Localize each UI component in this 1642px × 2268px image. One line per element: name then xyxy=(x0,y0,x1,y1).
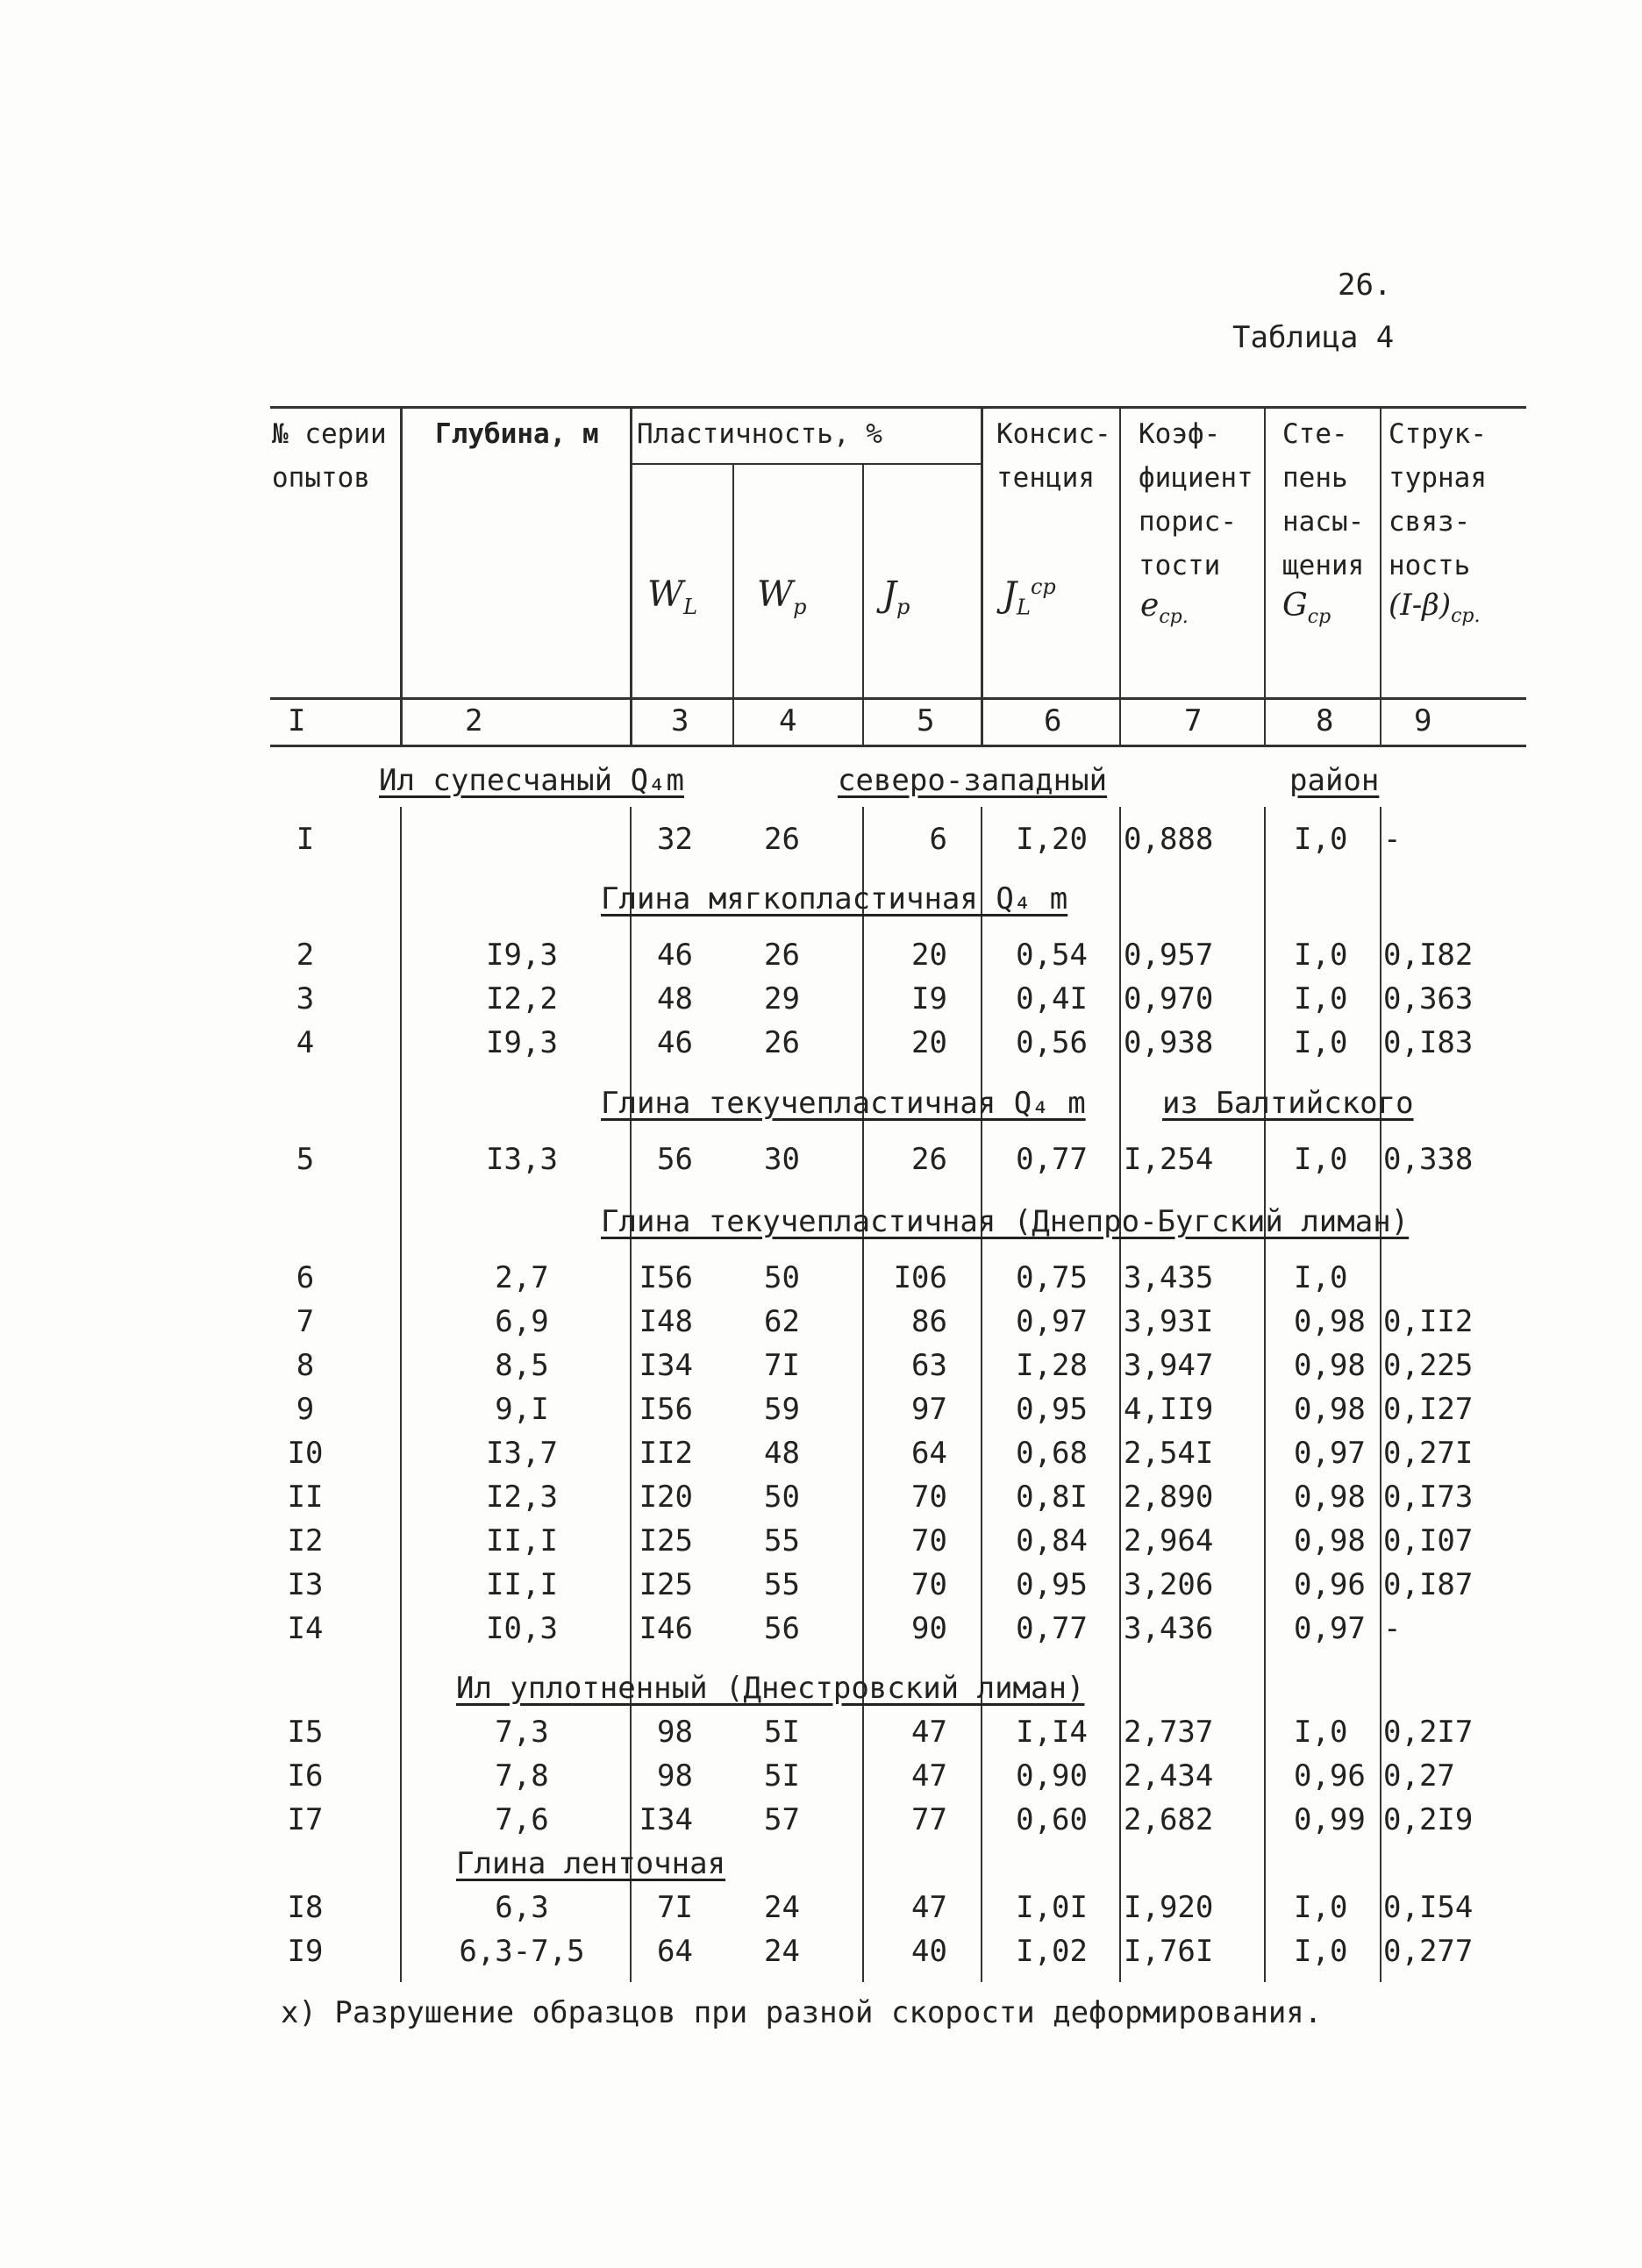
table-cell: 62 xyxy=(764,1304,800,1339)
header-porosity: Коэф- фициент порис- тости xyxy=(1139,418,1253,581)
table-cell: I20 xyxy=(639,1480,693,1515)
col-number: 6 xyxy=(1044,703,1062,738)
table-cell: I,0I xyxy=(1016,1890,1088,1925)
table-cell: 55 xyxy=(764,1523,800,1558)
plasticity-subheader-rule xyxy=(630,463,981,465)
table-cell: I0,3 xyxy=(486,1611,558,1646)
table-cell: 98 xyxy=(657,1758,693,1794)
header-bottom-rule xyxy=(270,697,1526,700)
header-divider xyxy=(1119,406,1121,745)
table-cell: I9 xyxy=(287,1934,324,1969)
table-cell: 8,5 xyxy=(495,1348,549,1383)
table-cell: 97 xyxy=(911,1392,947,1427)
table-cell: 0,4I xyxy=(1016,981,1088,1016)
table-cell: 26 xyxy=(764,1025,800,1060)
table-cell: 3,435 xyxy=(1124,1260,1214,1295)
table-cell: 29 xyxy=(764,981,800,1016)
table-cell: 0,98 xyxy=(1294,1348,1366,1383)
header-structural-symbol: $(I-\beta)_{ср.}$ xyxy=(1389,588,1481,627)
table-cell: I34 xyxy=(639,1348,693,1383)
table-cell: 7,8 xyxy=(495,1758,549,1794)
table-cell: 3,206 xyxy=(1124,1567,1214,1602)
table-cell: I9,3 xyxy=(486,1025,558,1060)
table-cell: 0,84 xyxy=(1016,1523,1088,1558)
header-divider xyxy=(862,463,864,745)
table-cell: II,I xyxy=(486,1523,558,1558)
table-cell: 70 xyxy=(911,1480,947,1515)
table-cell: 0,2I9 xyxy=(1383,1802,1474,1837)
table-cell: 4,II9 xyxy=(1124,1392,1214,1427)
section-heading: Ил уплотненный (Днестровский лиман) xyxy=(456,1671,1085,1706)
table-cell: I06 xyxy=(893,1260,947,1295)
table-cell: 3,436 xyxy=(1124,1611,1214,1646)
table-cell: 2,890 xyxy=(1124,1480,1214,1515)
table-cell: 0,97 xyxy=(1016,1304,1088,1339)
col-number: 8 xyxy=(1316,703,1334,738)
section-heading-extra: из Балтийского xyxy=(1162,1086,1414,1121)
table-cell: 20 xyxy=(911,938,947,973)
table-cell: 0,888 xyxy=(1124,822,1214,857)
col-number: I xyxy=(288,703,306,738)
table-cell: I,76I xyxy=(1124,1934,1214,1969)
table-cell: 0,98 xyxy=(1294,1304,1366,1339)
table-cell: 63 xyxy=(911,1348,947,1383)
table-cell: I xyxy=(296,822,315,857)
table-cell: I,0 xyxy=(1294,1934,1348,1969)
table-cell: 7,6 xyxy=(495,1802,549,1837)
table-cell: I7 xyxy=(287,1802,324,1837)
table-cell: 6 xyxy=(296,1260,315,1295)
table-cell: 86 xyxy=(911,1304,947,1339)
table-cell: 2,682 xyxy=(1124,1802,1214,1837)
footnote: х) Разрушение образцов при разной скорости деформирования. xyxy=(281,1995,1323,2030)
table-cell: 46 xyxy=(657,938,693,973)
table-cell: 0,77 xyxy=(1016,1142,1088,1177)
table-cell: I46 xyxy=(639,1611,693,1646)
col-number-rule xyxy=(270,745,1526,747)
header-structural: Струк- турная связ- ность xyxy=(1389,418,1487,581)
table-cell: 0,I73 xyxy=(1383,1480,1474,1515)
table-cell: 5 xyxy=(296,1142,315,1177)
section-heading-extra: район xyxy=(1289,763,1380,798)
table-cell: 0,98 xyxy=(1294,1392,1366,1427)
header-ip: $J_p$ xyxy=(882,574,910,619)
header-divider xyxy=(630,406,632,745)
table-cell: 3,93I xyxy=(1124,1304,1214,1339)
table-cell: 0,I07 xyxy=(1383,1523,1474,1558)
table-cell: 24 xyxy=(764,1890,800,1925)
table-cell: I,254 xyxy=(1124,1142,1214,1177)
table-title: Таблица 4 xyxy=(1232,320,1395,355)
table-cell: 0,27 xyxy=(1383,1758,1455,1794)
header-series: № серии опытов xyxy=(272,418,387,494)
section-heading: Глина мягкопластичная Q₄ m xyxy=(601,881,1068,916)
header-saturation: Сте- пень насы- щения xyxy=(1282,418,1365,581)
table-cell: I9 xyxy=(911,981,947,1016)
header-divider xyxy=(400,406,403,745)
table-cell: 2,434 xyxy=(1124,1758,1214,1794)
table-cell: 9,I xyxy=(495,1392,549,1427)
col-number: 4 xyxy=(779,703,797,738)
table-cell: 56 xyxy=(657,1142,693,1177)
table-cell: 0,98 xyxy=(1294,1480,1366,1515)
header-depth: Глубина, м xyxy=(435,418,599,450)
table-cell: 0,II2 xyxy=(1383,1304,1474,1339)
table-cell: I2,3 xyxy=(486,1480,558,1515)
table-cell: 77 xyxy=(911,1802,947,1837)
table-cell: 47 xyxy=(911,1890,947,1925)
table-cell: 9 xyxy=(296,1392,315,1427)
table-cell: I2 xyxy=(287,1523,324,1558)
table-cell: 32 xyxy=(657,822,693,857)
body-divider xyxy=(1264,807,1266,1982)
header-consistency: Консис- тенция xyxy=(996,418,1111,494)
body-divider xyxy=(1380,807,1381,1982)
table-cell: I56 xyxy=(639,1392,693,1427)
table-cell: 40 xyxy=(911,1934,947,1969)
table-cell: 0,95 xyxy=(1016,1567,1088,1602)
table-cell: - xyxy=(1383,822,1402,857)
body-divider xyxy=(1119,807,1121,1982)
table-cell: I,0 xyxy=(1294,938,1348,973)
header-wp: $W_p$ xyxy=(757,574,807,619)
header-divider xyxy=(732,463,734,745)
table-cell: 90 xyxy=(911,1611,947,1646)
table-cell: 5I xyxy=(764,1715,800,1750)
table-cell: II,I xyxy=(486,1567,558,1602)
table-cell: I,0 xyxy=(1294,1142,1348,1177)
table-cell: 98 xyxy=(657,1715,693,1750)
table-cell: 0,338 xyxy=(1383,1142,1474,1177)
table-cell: I,0 xyxy=(1294,981,1348,1016)
table-cell: I3 xyxy=(287,1567,324,1602)
table-cell: 0,99 xyxy=(1294,1802,1366,1837)
table-cell: I56 xyxy=(639,1260,693,1295)
table-cell: 47 xyxy=(911,1758,947,1794)
table-cell: I,02 xyxy=(1016,1934,1088,1969)
table-cell: 0,277 xyxy=(1383,1934,1474,1969)
table-cell: 0,97 xyxy=(1294,1611,1366,1646)
table-cell: I3,7 xyxy=(486,1436,558,1471)
table-cell: 48 xyxy=(764,1436,800,1471)
table-cell: 0,I54 xyxy=(1383,1890,1474,1925)
header-divider xyxy=(1380,406,1381,745)
col-number: 5 xyxy=(917,703,935,738)
table-cell: 7 xyxy=(296,1304,315,1339)
table-cell: 0,938 xyxy=(1124,1025,1214,1060)
table-cell: I25 xyxy=(639,1523,693,1558)
table-cell: 6,9 xyxy=(495,1304,549,1339)
section-heading: Глина текучепластичная Q₄ m xyxy=(601,1086,1086,1121)
table-cell: 2,54I xyxy=(1124,1436,1214,1471)
table-cell: I,20 xyxy=(1016,822,1088,857)
table-cell: I3,3 xyxy=(486,1142,558,1177)
table-cell: 0,970 xyxy=(1124,981,1214,1016)
table-cell: 70 xyxy=(911,1523,947,1558)
table-cell: I48 xyxy=(639,1304,693,1339)
section-heading: Глина текучепластичная (Днепро-Бугский лиман) xyxy=(601,1204,1410,1239)
table-cell: I9,3 xyxy=(486,938,558,973)
table-cell: 24 xyxy=(764,1934,800,1969)
table-cell: 26 xyxy=(764,938,800,973)
table-cell: 8 xyxy=(296,1348,315,1383)
table-cell: 0,96 xyxy=(1294,1567,1366,1602)
table-cell: 6 xyxy=(929,822,947,857)
table-cell: 0,68 xyxy=(1016,1436,1088,1471)
table-cell: I2,2 xyxy=(486,981,558,1016)
table-cell: 0,27I xyxy=(1383,1436,1474,1471)
table-cell: I,0 xyxy=(1294,1715,1348,1750)
table-cell: 0,56 xyxy=(1016,1025,1088,1060)
table-cell: I,0 xyxy=(1294,1260,1348,1295)
table-cell: 55 xyxy=(764,1567,800,1602)
table-cell: I0 xyxy=(287,1436,324,1471)
table-cell: 6,3 xyxy=(495,1890,549,1925)
header-porosity-symbol: $е_{ср.}$ xyxy=(1140,588,1189,629)
table-cell: 0,957 xyxy=(1124,938,1214,973)
table-cell: 26 xyxy=(911,1142,947,1177)
table-cell: 6,3-7,5 xyxy=(459,1934,585,1969)
table-cell: 20 xyxy=(911,1025,947,1060)
table-cell: I,I4 xyxy=(1016,1715,1088,1750)
table-cell: 0,98 xyxy=(1294,1523,1366,1558)
table-cell: 64 xyxy=(911,1436,947,1471)
table-cell: 0,95 xyxy=(1016,1392,1088,1427)
table-cell: 3 xyxy=(296,981,315,1016)
table-cell: II xyxy=(287,1480,324,1515)
table-cell: I4 xyxy=(287,1611,324,1646)
table-cell: 7I xyxy=(657,1890,693,1925)
table-cell: 0,97 xyxy=(1294,1436,1366,1471)
table-cell: 70 xyxy=(911,1567,947,1602)
header-saturation-symbol: $G_{ср}$ xyxy=(1282,588,1331,629)
page-number: 26. xyxy=(1338,267,1392,303)
table-cell: 0,90 xyxy=(1016,1758,1088,1794)
table-cell: I,0 xyxy=(1294,1025,1348,1060)
table-cell: I,920 xyxy=(1124,1890,1214,1925)
table-cell: 59 xyxy=(764,1392,800,1427)
table-cell: 4 xyxy=(296,1025,315,1060)
col-number: 7 xyxy=(1184,703,1203,738)
table-cell: 0,I27 xyxy=(1383,1392,1474,1427)
section-heading: Глина ленточная xyxy=(456,1846,726,1881)
table-cell: I34 xyxy=(639,1802,693,1837)
table-cell: 64 xyxy=(657,1934,693,1969)
table-cell: 0,60 xyxy=(1016,1802,1088,1837)
table-cell: 5I xyxy=(764,1758,800,1794)
table-top-rule xyxy=(270,406,1526,409)
table-cell: I25 xyxy=(639,1567,693,1602)
table-cell: 0,77 xyxy=(1016,1611,1088,1646)
table-cell: 50 xyxy=(764,1480,800,1515)
table-cell: 0,75 xyxy=(1016,1260,1088,1295)
table-cell: I,0 xyxy=(1294,822,1348,857)
table-cell: 0,I82 xyxy=(1383,938,1474,973)
table-cell: I5 xyxy=(287,1715,324,1750)
table-cell: I6 xyxy=(287,1758,324,1794)
header-divider xyxy=(981,406,983,745)
table-cell: II2 xyxy=(639,1436,693,1471)
table-cell: - xyxy=(1383,1611,1402,1646)
table-cell: 30 xyxy=(764,1142,800,1177)
header-wl: $W_L$ xyxy=(647,574,698,619)
table-cell: 50 xyxy=(764,1260,800,1295)
table-cell: 0,I83 xyxy=(1383,1025,1474,1060)
table-cell: 47 xyxy=(911,1715,947,1750)
section-heading: Ил супесчаный Q₄m xyxy=(379,763,684,798)
header-plasticity: Пластичность, % xyxy=(637,418,882,450)
table-cell: 0,54 xyxy=(1016,938,1088,973)
table-cell: 2 xyxy=(296,938,315,973)
table-cell: 48 xyxy=(657,981,693,1016)
table-cell: 7I xyxy=(764,1348,800,1383)
table-cell: 46 xyxy=(657,1025,693,1060)
table-cell: 0,2I7 xyxy=(1383,1715,1474,1750)
table-cell: 0,225 xyxy=(1383,1348,1474,1383)
table-cell: 56 xyxy=(764,1611,800,1646)
table-cell: 0,8I xyxy=(1016,1480,1088,1515)
table-cell: 26 xyxy=(764,822,800,857)
table-cell: 57 xyxy=(764,1802,800,1837)
table-cell: 2,964 xyxy=(1124,1523,1214,1558)
table-cell: 3,947 xyxy=(1124,1348,1214,1383)
table-cell: 0,96 xyxy=(1294,1758,1366,1794)
header-divider xyxy=(1264,406,1266,745)
table-cell: 0,I87 xyxy=(1383,1567,1474,1602)
table-cell: I,0 xyxy=(1294,1890,1348,1925)
table-cell: I,28 xyxy=(1016,1348,1088,1383)
table-cell: I8 xyxy=(287,1890,324,1925)
header-il: $J_L^{ср}$ xyxy=(1003,574,1056,620)
col-number: 9 xyxy=(1414,703,1432,738)
table-cell: 7,3 xyxy=(495,1715,549,1750)
section-heading-extra: северо-западный xyxy=(838,763,1108,798)
col-number: 3 xyxy=(671,703,689,738)
table-cell: 2,7 xyxy=(495,1260,549,1295)
table-cell: 2,737 xyxy=(1124,1715,1214,1750)
table-cell: 0,363 xyxy=(1383,981,1474,1016)
col-number: 2 xyxy=(465,703,483,738)
